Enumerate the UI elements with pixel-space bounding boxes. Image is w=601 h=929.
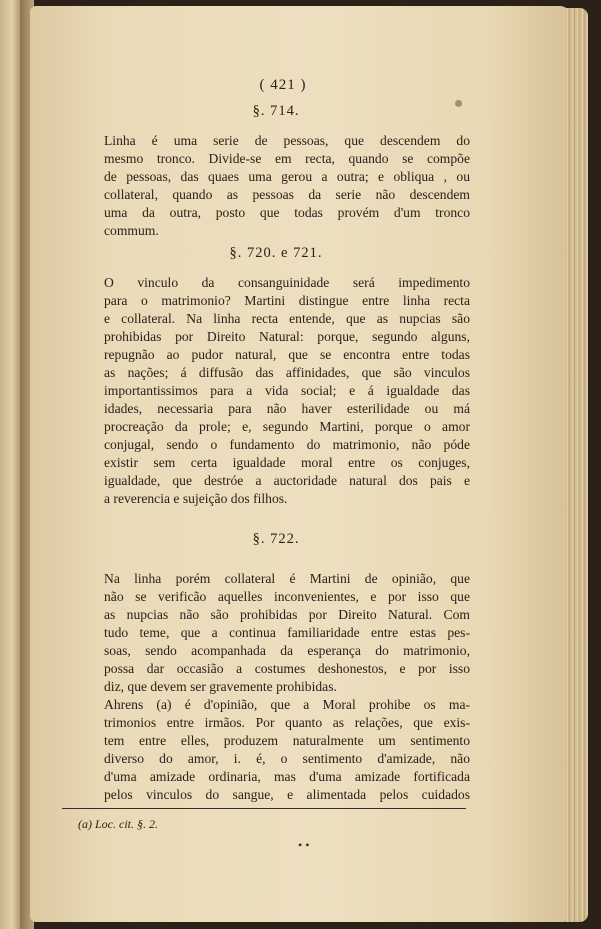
text-line: soas, sendo acompanhada da esperança do matrimonio, bbox=[104, 643, 470, 658]
text-line: e collateral. Na linha recta entende, que as nupcias são bbox=[104, 311, 470, 326]
text-line: a reverencia e sujeição dos filhos. bbox=[104, 491, 288, 506]
text-line: Ahrens (a) é d'opinião, que a Moral prohibe os ma- bbox=[104, 697, 470, 712]
text-line: tem entre elles, produzem naturalmente um sentimento bbox=[104, 733, 470, 748]
section-heading: §. 722. bbox=[252, 531, 300, 547]
text-line: Na linha porém collateral é Martini de opinião, que bbox=[104, 571, 470, 586]
page-number: ( 421 ) bbox=[259, 77, 307, 93]
text-line: as nações; á diffusão das affinidades, que são vinculos bbox=[104, 365, 470, 380]
text-line: de pessoas, das quaes uma gerou a outra; e obliqua , ou bbox=[104, 169, 470, 184]
text-line: pelos vinculos do sangue, e alimentada pelos cuidados bbox=[104, 787, 470, 802]
text-line: commum. bbox=[104, 223, 159, 238]
text-line: prohibidas por Direito Natural: porque, segundo alguns, bbox=[104, 329, 470, 344]
text-line: tudo teme, que a continua familiaridade entre estas pes- bbox=[104, 625, 470, 640]
text-line: diz, que devem ser gravemente prohibidas. bbox=[104, 679, 337, 694]
page-stack-edge bbox=[566, 8, 588, 922]
text-line: importantissimos para a vida social; e á igualdade das bbox=[104, 383, 470, 398]
text-line: diverso do amor, i. é, o sentimento d'amizade, não bbox=[104, 751, 470, 766]
paragraph bbox=[82, 274, 470, 508]
footnote: (a) Loc. cit. §. 2. bbox=[78, 817, 158, 831]
text-line: mesmo tronco. Divide-se em recta, quando se compõe bbox=[104, 151, 470, 166]
paragraph bbox=[82, 132, 470, 240]
section-heading: §. 720. e 721. bbox=[229, 245, 323, 261]
text-line: procreação da prole; e, segundo Martini, porque o amor bbox=[104, 419, 470, 434]
text-line: trimonios entre irmãos. Por quanto as relações, que exis- bbox=[104, 715, 470, 730]
text-line: repugnão ao pudor natural, que se encontra entre todas bbox=[104, 347, 470, 362]
text-line: Linha é uma serie de pessoas, que descendem do bbox=[104, 133, 470, 148]
text-line: existir sem certa igualdade moral entre os conjuges, bbox=[104, 455, 470, 470]
text-line: as nupcias não são prohibidas por Direito Natural. Com bbox=[104, 607, 470, 622]
paragraph bbox=[82, 696, 470, 804]
paragraph bbox=[82, 570, 470, 696]
facing-page-edge bbox=[0, 0, 20, 929]
text-line: d'uma amizade ordinaria, mas d'uma amizade fortificada bbox=[104, 769, 470, 784]
signature-mark: • • bbox=[298, 838, 310, 852]
text-line: possa dar occasião a costumes deshonestos, e por isso bbox=[104, 661, 470, 676]
footnote-rule bbox=[62, 808, 466, 809]
text-line: O vinculo da consanguinidade será impedimento bbox=[104, 275, 470, 290]
page-text bbox=[82, 76, 470, 804]
text-line: para o matrimonio? Martini distingue entre linha recta bbox=[104, 293, 470, 308]
text-line: não se verificão aquelles inconvenientes, e por isso que bbox=[104, 589, 470, 604]
text-line: igualdade, que destróe a auctoridade natural dos pais e bbox=[104, 473, 470, 488]
text-line: uma da outra, posto que todas provém d'um tronco bbox=[104, 205, 470, 220]
text-line: conjugal, sendo o fundamento do matrimonio, não póde bbox=[104, 437, 470, 452]
text-line: collateral, quando as pessoas da serie não descendem bbox=[104, 187, 470, 202]
text-line: idades, necessaria para não haver esterilidade ou má bbox=[104, 401, 470, 416]
section-heading: §. 714. bbox=[252, 103, 300, 119]
